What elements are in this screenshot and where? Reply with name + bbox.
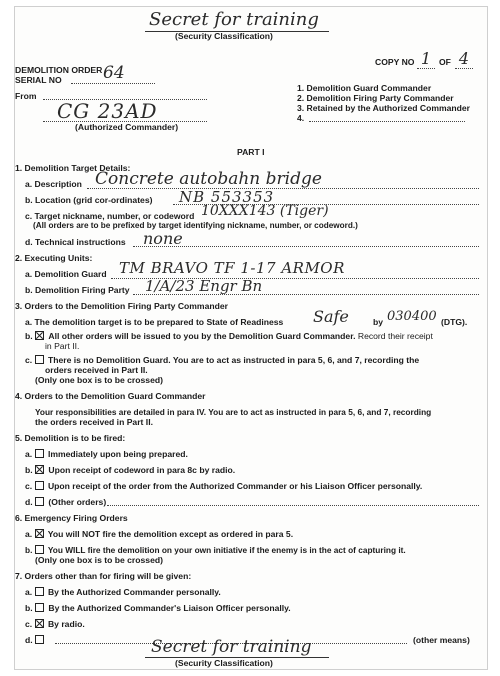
s7-d-letter: d. bbox=[25, 635, 33, 645]
s6-a-checkbox[interactable] bbox=[35, 529, 44, 538]
s6-a-text: You will NOT fire the demolition except as ordered in para 5. bbox=[47, 529, 294, 539]
part-title: PART I bbox=[237, 147, 265, 157]
copy-no-value: 1 bbox=[417, 49, 435, 69]
s1-b-value: NB 553353 bbox=[179, 188, 275, 206]
s5-c-letter: c. bbox=[25, 481, 33, 491]
s1-d-label: d. Technical instructions bbox=[25, 237, 126, 247]
from-label: From bbox=[15, 91, 37, 101]
s5-b-letter: b. bbox=[25, 465, 33, 475]
s3-a-state: Safe bbox=[313, 307, 349, 326]
s5-b-checkbox[interactable] bbox=[35, 465, 44, 474]
s2-b-value: 1/A/23 Engr Bn bbox=[145, 277, 263, 295]
s3-b-text3: in Part II. bbox=[45, 341, 80, 351]
distribution-4-line bbox=[309, 121, 465, 122]
from-caption: (Authorized Commander) bbox=[75, 122, 179, 132]
s2-b-label: b. Demolition Firing Party bbox=[25, 285, 130, 295]
s6-b-text: You WILL fire the demolition on your own initiative if the enemy is in the act of capturing it. bbox=[47, 545, 406, 555]
distribution-2: 2. Demolition Firing Party Commander bbox=[297, 93, 454, 103]
s5-a-text: Immediately upon being prepared. bbox=[47, 449, 188, 459]
serial-no-value: 64 bbox=[103, 63, 125, 83]
copy-of-label: OF bbox=[439, 57, 451, 67]
s3-b-text2: Record their receipt bbox=[357, 331, 433, 341]
header-classification-label: (Security Classification) bbox=[175, 31, 273, 41]
s3-a-dtg: 030400 bbox=[387, 309, 437, 324]
s3-title: 3. Orders to the Demolition Firing Party Commander bbox=[15, 301, 228, 311]
s6-a-letter: a. bbox=[25, 529, 33, 539]
s5-d-line bbox=[107, 505, 479, 506]
s5-a-row bbox=[25, 449, 188, 459]
s6-b-letter: b. bbox=[25, 545, 33, 555]
s1-a-value: Concrete autobahn bridge bbox=[95, 169, 322, 189]
s7-a-letter: a. bbox=[25, 587, 33, 597]
s5-c-row bbox=[25, 481, 422, 491]
s3-c-text2: orders received in Part II. bbox=[45, 365, 148, 375]
distribution-4: 4. bbox=[297, 113, 305, 123]
s7-d-end: (other means) bbox=[413, 635, 470, 645]
s5-c-checkbox[interactable] bbox=[35, 481, 44, 490]
s7-c-letter: c. bbox=[25, 619, 33, 629]
copy-no-label: COPY NO bbox=[375, 57, 415, 67]
s3-a-text: a. The demolition target is to be prepared to State of Readiness bbox=[25, 317, 284, 327]
s1-c-note: (All orders are to be prefixed by target identifying nickname, number, or codeword.) bbox=[33, 221, 358, 230]
s6-a-row bbox=[25, 529, 293, 539]
s7-a-checkbox[interactable] bbox=[35, 587, 44, 596]
s3-c-letter: c. bbox=[25, 355, 33, 365]
serial-label-2: SERIAL NO bbox=[15, 75, 62, 85]
footer-classification-handwritten: Secret for training bbox=[151, 637, 312, 657]
s3-note: (Only one box is to be crossed) bbox=[35, 375, 163, 385]
serial-no-line bbox=[71, 83, 155, 84]
s7-title: 7. Orders other than for firing will be given: bbox=[15, 571, 192, 581]
serial-label-1: DEMOLITION ORDER bbox=[15, 65, 103, 75]
s7-b-checkbox[interactable] bbox=[35, 603, 44, 612]
s5-c-text: Upon receipt of the order from the Authorized Commander or his Liaison Officer personally. bbox=[47, 481, 423, 491]
s7-c-checkbox[interactable] bbox=[35, 619, 44, 628]
s2-a-label: a. Demolition Guard bbox=[25, 269, 107, 279]
s7-a-text: By the Authorized Commander personally. bbox=[47, 587, 221, 597]
s6-title: 6. Emergency Firing Orders bbox=[15, 513, 128, 523]
s7-c-text: By radio. bbox=[47, 619, 85, 629]
s5-a-checkbox[interactable] bbox=[35, 449, 44, 458]
s7-b-text: By the Authorized Commander's Liaison Officer personally. bbox=[48, 603, 291, 613]
s1-b-label: b. Location (grid cor-ordinates) bbox=[25, 195, 153, 205]
s7-c-row bbox=[25, 619, 85, 629]
s6-note: (Only one box is to be crossed) bbox=[35, 555, 163, 565]
copy-of-value: 4 bbox=[455, 49, 473, 69]
s6-b-checkbox[interactable] bbox=[35, 545, 44, 554]
s3-b-text: All other orders will be issued to you by the Demolition Guard Commander. bbox=[48, 331, 356, 341]
s3-a-by: by bbox=[373, 317, 384, 327]
s7-d-row bbox=[25, 635, 46, 645]
s3-b-letter: b. bbox=[25, 331, 33, 341]
s5-d-letter: d. bbox=[25, 497, 33, 507]
s5-d-text: (Other orders) bbox=[48, 497, 107, 507]
footer-classification-label: (Security Classification) bbox=[175, 658, 273, 668]
s7-b-row bbox=[25, 603, 291, 613]
s3-b-checkbox[interactable] bbox=[35, 331, 44, 340]
demolition-order-form bbox=[14, 6, 488, 670]
s3-b-row bbox=[25, 331, 433, 341]
s5-d-row bbox=[25, 497, 106, 507]
s7-d-checkbox[interactable] bbox=[35, 635, 44, 644]
s3-a-dtg-label: (DTG). bbox=[441, 317, 468, 327]
s7-a-row bbox=[25, 587, 221, 597]
s1-d-line bbox=[133, 246, 479, 247]
from-value: CG 23AD bbox=[57, 99, 158, 123]
s5-d-checkbox[interactable] bbox=[35, 497, 44, 506]
s2-a-value: TM BRAVO TF 1-17 ARMOR bbox=[119, 259, 345, 277]
s1-c-value: 10XXX143 (Tiger) bbox=[201, 203, 329, 219]
header-classification-handwritten: Secret for training bbox=[149, 9, 319, 30]
s1-title: 1. Demolition Target Details: bbox=[15, 163, 131, 173]
s5-b-row bbox=[25, 465, 235, 475]
s3-c-checkbox[interactable] bbox=[35, 355, 44, 364]
s1-c-label: c. Target nickname, number, or codeword bbox=[25, 211, 195, 221]
distribution-1: 1. Demolition Guard Commander bbox=[297, 83, 432, 93]
s7-b-letter: b. bbox=[25, 603, 33, 613]
distribution-3: 3. Retained by the Authorized Commander bbox=[297, 103, 471, 113]
s5-b-text: Upon receipt of codeword in para 8c by radio. bbox=[48, 465, 236, 475]
s4-title: 4. Orders to the Demolition Guard Commander bbox=[15, 391, 206, 401]
s2-title: 2. Executing Units: bbox=[15, 253, 93, 263]
s4-text2: the orders received in Part II. bbox=[35, 417, 153, 427]
s1-a-label: a. Description bbox=[25, 179, 82, 189]
s3-c-row bbox=[25, 355, 419, 365]
s5-title: 5. Demolition is to be fired: bbox=[15, 433, 126, 443]
s5-a-letter: a. bbox=[25, 449, 33, 459]
s1-d-value: none bbox=[143, 229, 183, 248]
s6-b-row bbox=[25, 545, 406, 555]
s3-c-text: There is no Demolition Guard. You are to act as instructed in para 5, 6, and 7, recording the bbox=[47, 355, 420, 365]
s4-text1: Your responsibilities are detailed in para IV. You are to act as instructed in para 5, 6, and 7, recording bbox=[35, 407, 432, 417]
